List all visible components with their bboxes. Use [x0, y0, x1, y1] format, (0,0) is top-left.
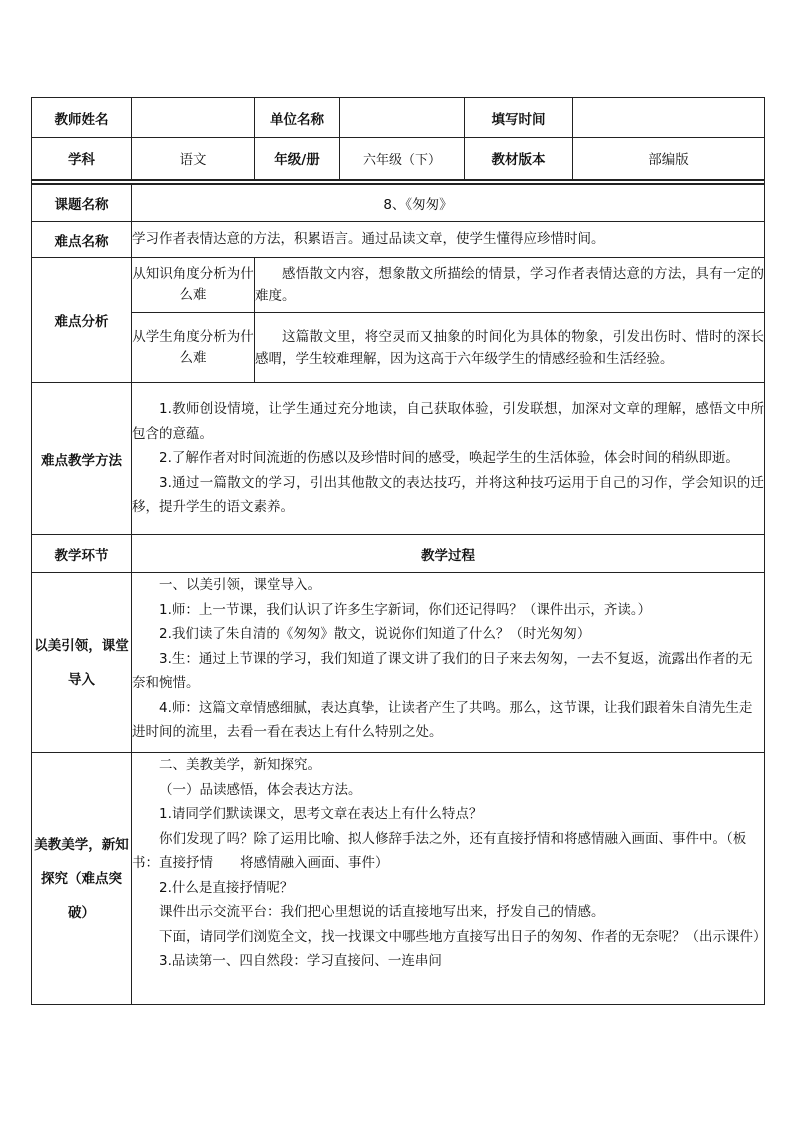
teacher-name-label: 教师姓名 — [32, 98, 132, 138]
method-item: 3.通过一篇散文的学习，引出其他散文的表达技巧，并将这种技巧运用于自己的习作，学会知识的迁移，提升学生的语文素养。 — [132, 474, 764, 516]
subject-label: 学科 — [32, 138, 132, 180]
stage1-line: 4.师：这篇文章情感细腻，表达真挚，让读者产生了共鸣。那么，这节课，让我们跟着朱自清先生走进时间的流里，去看一看在表达上有什么特别之处。 — [132, 699, 753, 740]
stage2-line: 二、美教美学，新知探究。 — [159, 757, 321, 773]
knowledge-angle-text: 感悟散文内容，想象散文所描绘的情景，学习作者表情达意的方法，具有一定的难度。 — [255, 266, 764, 304]
student-angle-label: 从学生角度分析为什么难 — [132, 313, 255, 383]
knowledge-angle-cell — [255, 258, 765, 313]
lesson-plan-table — [31, 97, 765, 1005]
methods-label: 难点教学方法 — [32, 383, 132, 535]
stage-header-label: 教学环节 — [32, 535, 132, 573]
stage1-line: 一、以美引领，课堂导入。 — [159, 577, 321, 593]
difficulty-label: 难点名称 — [32, 222, 132, 258]
header-row — [32, 98, 765, 138]
analysis-student-row — [32, 313, 765, 383]
stage2-row — [32, 753, 765, 1005]
student-angle-cell — [255, 313, 765, 383]
stage1-line: 2.我们读了朱自清的《匆匆》散文，说说你们知道了什么？（时光匆匆） — [159, 626, 591, 642]
analysis-label: 难点分析 — [32, 258, 132, 383]
stage2-line: 2.什么是直接抒情呢？ — [159, 879, 294, 896]
stage2-label: 美教美学，新知探究（难点突破） — [32, 753, 132, 1005]
stage2-line: 下面，请同学们浏览全文，找一找课文中哪些地方直接写出日子的匆匆、作者的无奈呢？（出示课件） — [159, 928, 767, 945]
analysis-knowledge-row — [32, 258, 765, 313]
unit-name-label: 单位名称 — [255, 98, 340, 138]
edition-value: 部编版 — [573, 138, 765, 180]
stage2-line: 3.品读第一、四自然段：学习直接问、一连串问 — [159, 953, 442, 969]
edition-label: 教材版本 — [465, 138, 573, 180]
stage2-line: （一）品读感悟，体会表达方法。 — [159, 781, 362, 798]
info-row — [32, 138, 765, 180]
methods-cell — [132, 383, 765, 535]
knowledge-angle-label: 从知识角度分析为什么难 — [132, 258, 255, 313]
stage1-label: 以美引领，课堂导入 — [32, 573, 132, 753]
stage2-line: 你们发现了吗？除了运用比喻、拟人修辞手法之外，还有直接抒情和将感情融入画面、事件中。（板书：直接抒情 将感情融入画面、事件） — [132, 830, 747, 871]
stage2-content — [132, 753, 765, 1005]
student-angle-text: 这篇散文里，将空灵而又抽象的时间化为具体的物象，引发出伤时、惜时的深长感喟，学生较难理解，因为这高于六年级学生的情感经验和生活经验。 — [255, 328, 764, 367]
subject-value: 语文 — [132, 138, 255, 180]
teacher-name-value — [132, 98, 255, 138]
method-item: 2.了解作者对时间流逝的伤感以及珍惜时间的感受，唤起学生的生活体验，体会时间的稍纵即逝。 — [159, 450, 739, 467]
lesson-title-value: 8、《匆匆》 — [132, 184, 765, 222]
lesson-title-row — [32, 184, 765, 222]
grade-value: 六年级（下） — [340, 138, 465, 180]
stage1-line: 3.生：通过上节课的学习，我们知道了课文讲了我们的日子来去匆匆，一去不复返，流露出作者的无奈和惋惜。 — [132, 650, 753, 691]
stage1-row — [32, 573, 765, 753]
difficulty-value — [132, 222, 765, 258]
fill-date-value — [573, 98, 765, 138]
stage1-line: 1.师：上一节课，我们认识了许多生字新词，你们还记得吗？（课件出示，齐读。） — [159, 601, 652, 618]
unit-name-value — [340, 98, 465, 138]
difficulty-text: 学习作者表情达意的方法，积累语言。通过品读文章，使学生懂得应珍惜时间。 — [132, 231, 605, 248]
difficulty-row — [32, 222, 765, 258]
methods-row — [32, 383, 765, 535]
fill-date-label: 填写时间 — [465, 98, 573, 138]
stage1-content — [132, 573, 765, 753]
stage2-line: 课件出示交流平台：我们把心里想说的话直接地写出来，抒发自己的情感。 — [159, 904, 605, 920]
stage2-line: 1.请同学们默读课文，思考文章在表达上有什么特点？ — [159, 806, 483, 822]
grade-label: 年级/册 — [255, 138, 340, 180]
method-item: 1.教师创设情境，让学生通过充分地读，自己获取体验，引发联想，加深对文章的理解，感悟文中所包含的意蕴。 — [132, 401, 764, 442]
process-header-row — [32, 535, 765, 573]
lesson-title-label: 课题名称 — [32, 184, 132, 222]
process-header-label: 教学过程 — [132, 535, 765, 573]
